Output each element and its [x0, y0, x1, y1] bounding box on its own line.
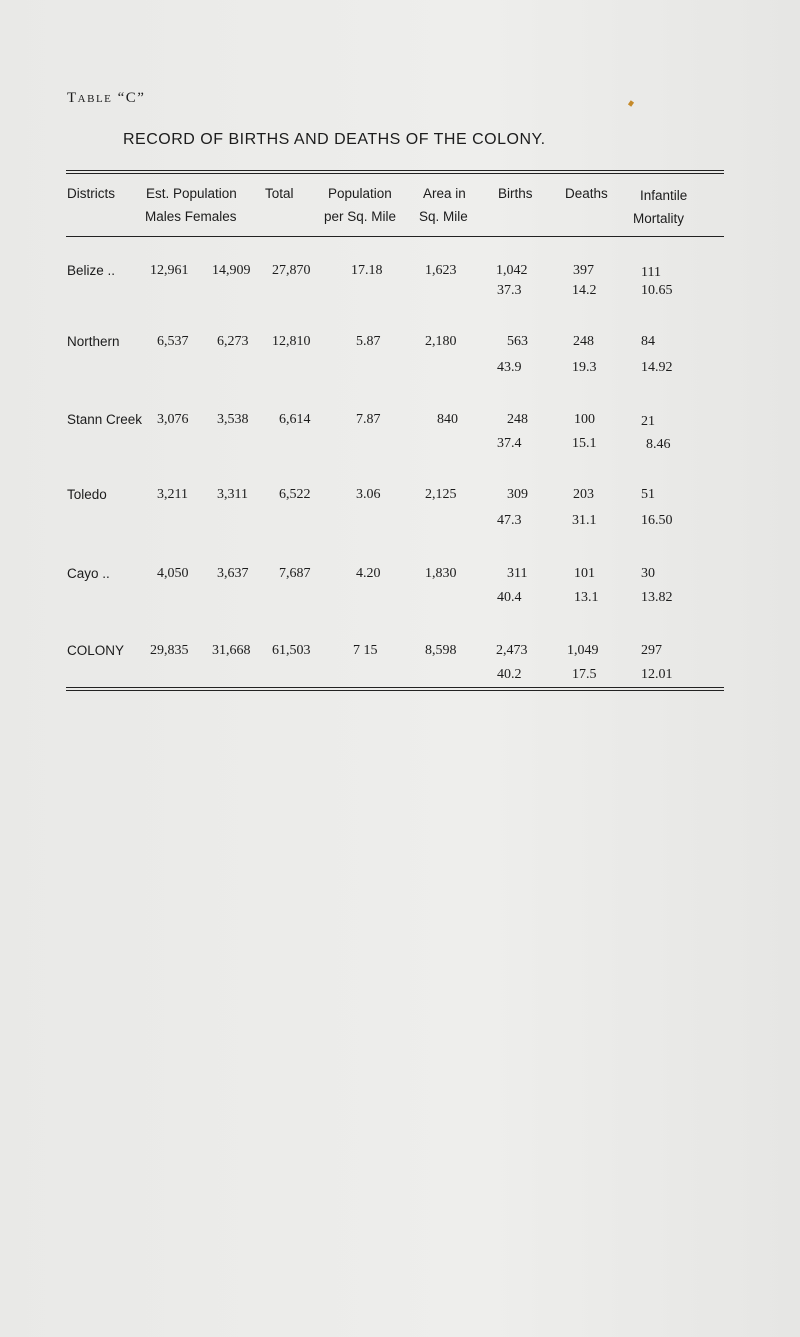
infantile-rate: 16.50	[641, 513, 673, 528]
total-value: 12,810	[272, 334, 311, 349]
header-area-in: Area in	[423, 186, 466, 201]
header-population: Population	[328, 186, 392, 201]
females-value: 3,311	[217, 487, 248, 502]
header-mortality: Mortality	[633, 211, 685, 226]
males-value: 3,076	[157, 412, 189, 427]
density-value: 17.18	[351, 263, 383, 278]
density-value: 7 15	[353, 643, 378, 658]
births-value: 311	[507, 566, 528, 581]
total-value: 7,687	[279, 566, 311, 581]
district-name: Belize ..	[67, 263, 116, 278]
area-value: 1,623	[425, 263, 457, 278]
ink-speck	[628, 100, 634, 106]
males-value: 4,050	[157, 566, 189, 581]
infantile-value: 51	[641, 487, 655, 502]
females-value: 14,909	[212, 263, 251, 278]
area-value: 8,598	[425, 643, 457, 658]
deaths-rate: 17.5	[572, 667, 597, 682]
infantile-rate: 13.82	[641, 590, 673, 605]
deaths-rate: 31.1	[572, 513, 597, 528]
header-total: Total	[265, 186, 294, 201]
infantile-value: 21	[641, 414, 655, 429]
deaths-value: 397	[573, 263, 594, 278]
deaths-rate: 15.1	[572, 436, 597, 451]
infantile-value: 30	[641, 566, 655, 581]
top-rule	[66, 170, 724, 171]
header-infantile: Infantile	[640, 188, 688, 203]
deaths-value: 248	[573, 334, 594, 349]
header-per-sq-mile: per Sq. Mile	[324, 209, 397, 224]
births-value: 2,473	[496, 643, 528, 658]
births-value: 248	[507, 412, 528, 427]
header-births: Births	[498, 186, 533, 201]
district-name: Toledo	[67, 487, 107, 502]
births-value: 1,042	[496, 263, 528, 278]
header-rule	[66, 236, 724, 237]
bottom-rule	[66, 687, 724, 688]
females-value: 31,668	[212, 643, 251, 658]
density-value: 5.87	[356, 334, 381, 349]
district-name: COLONY	[67, 643, 125, 658]
area-value: 2,180	[425, 334, 457, 349]
table-label: Table “C”	[67, 90, 146, 106]
deaths-value: 203	[573, 487, 594, 502]
infantile-rate: 12.01	[641, 667, 673, 682]
females-value: 3,538	[217, 412, 249, 427]
area-value: 840	[437, 412, 458, 427]
males-value: 3,211	[157, 487, 188, 502]
deaths-rate: 19.3	[572, 360, 597, 375]
infantile-value: 297	[641, 643, 662, 658]
deaths-value: 1,049	[567, 643, 599, 658]
density-value: 4.20	[356, 566, 381, 581]
infantile-rate: 10.65	[641, 283, 673, 298]
total-value: 6,522	[279, 487, 311, 502]
total-value: 6,614	[279, 412, 311, 427]
births-rate: 43.9	[497, 360, 522, 375]
infantile-value: 84	[641, 334, 655, 349]
deaths-value: 101	[574, 566, 595, 581]
header-males-females: Males Females	[145, 209, 237, 224]
table-title: RECORD OF BIRTHS AND DEATHS OF THE COLONY.	[123, 131, 546, 148]
district-name: Cayo ..	[67, 566, 110, 581]
births-rate: 47.3	[497, 513, 522, 528]
females-value: 3,637	[217, 566, 249, 581]
infantile-value: 111	[641, 265, 661, 280]
area-value: 2,125	[425, 487, 457, 502]
header-deaths: Deaths	[565, 186, 608, 201]
infantile-rate: 8.46	[646, 437, 671, 452]
females-value: 6,273	[217, 334, 249, 349]
header-sq-mile: Sq. Mile	[419, 209, 468, 224]
header-est-population: Est. Population	[146, 186, 237, 201]
males-value: 6,537	[157, 334, 189, 349]
births-rate: 37.4	[497, 436, 522, 451]
density-value: 3.06	[356, 487, 381, 502]
births-rate: 40.4	[497, 590, 522, 605]
births-rate: 37.3	[497, 283, 522, 298]
males-value: 29,835	[150, 643, 189, 658]
deaths-rate: 13.1	[574, 590, 599, 605]
header-districts: Districts	[67, 186, 115, 201]
births-value: 309	[507, 487, 528, 502]
deaths-value: 100	[574, 412, 595, 427]
total-value: 27,870	[272, 263, 311, 278]
district-name: Northern	[67, 334, 120, 349]
infantile-rate: 14.92	[641, 360, 673, 375]
males-value: 12,961	[150, 263, 189, 278]
total-value: 61,503	[272, 643, 311, 658]
deaths-rate: 14.2	[572, 283, 597, 298]
births-rate: 40.2	[497, 667, 522, 682]
density-value: 7.87	[356, 412, 381, 427]
area-value: 1,830	[425, 566, 457, 581]
births-value: 563	[507, 334, 528, 349]
district-name: Stann Creek	[67, 412, 143, 427]
